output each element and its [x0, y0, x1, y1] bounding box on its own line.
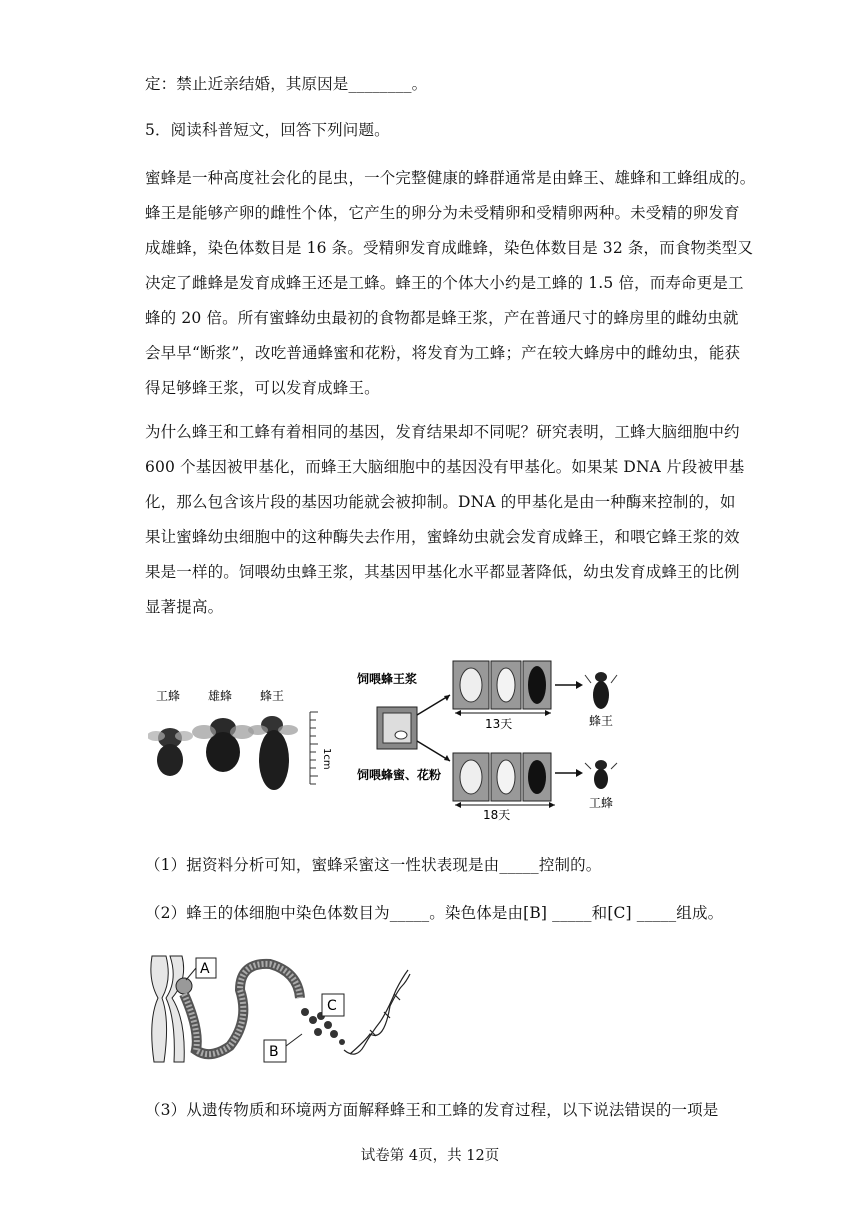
development-figure — [355, 655, 625, 825]
worker-bee-result-image — [585, 760, 617, 789]
scale-ruler — [310, 712, 332, 784]
drone-bee-label: 雄蜂 — [208, 689, 233, 703]
feed-honey-pollen-label: 饲喂蜂蜜、花粉 — [357, 768, 442, 782]
feed-royal-jelly-label: 饲喂蜂王浆 — [357, 672, 418, 686]
page-footer: 试卷第 4页，共 12页 — [360, 1148, 500, 1164]
worker-result-label: 工蜂 — [589, 796, 614, 810]
paragraph-2-line-1: 为什么蜂王和工蜂有着相同的基因，发育结果却不同呢？研究表明，工蜂大脑细胞中约 — [145, 423, 740, 441]
label-c: C — [327, 998, 337, 1014]
paragraph-2-line-3: 化，那么包含该片段的基因功能就会被抑制。DNA 的甲基化是由一种酶来控制的，如 — [145, 493, 736, 511]
queen-bee-result-image — [585, 672, 617, 709]
label-a: A — [200, 961, 210, 977]
paragraph-2-line-5: 果是一样的。饲喂幼虫蜂王浆，其基因甲基化水平都显著降低，幼虫发育成蜂王的比例 — [145, 563, 740, 581]
paragraph-1-line-5: 蜂的 20 倍。所有蜜蜂幼虫最初的食物都是蜂王浆，产在普通尺寸的蜂房里的雌幼虫就 — [145, 309, 739, 327]
dna-helix — [344, 970, 410, 1054]
paragraph-1-line-7: 得足够蜂王浆，可以发育成蜂王。 — [145, 379, 380, 397]
paragraph-2-line-2: 600 个基因被甲基化，而蜂王大脑细胞中的基因没有甲基化。如果某 DNA 片段被甲基 — [145, 458, 745, 476]
queen-result-label: 蜂王 — [589, 714, 614, 728]
chromosome-image — [151, 956, 184, 1062]
queen-bee-label: 蜂王 — [260, 689, 285, 703]
queen-bee-image — [248, 716, 298, 790]
arrow-up — [417, 695, 450, 715]
text-line-1: 定：禁止近亲结婚，其原因是________。 — [145, 75, 428, 93]
egg-cell-image — [377, 707, 417, 749]
days-18-label: 18天 — [483, 808, 511, 822]
honey-pollen-cells — [453, 753, 551, 801]
paragraph-1-line-4: 决定了雌蜂是发育成蜂王还是工蜂。蜂王的个体大小约是工蜂的 1.5 倍，而寿命更是工 — [145, 274, 744, 292]
days-13-label: 13天 — [485, 717, 513, 731]
paragraph-1-line-6: 会早早“断浆”，改吃普通蜂蜜和花粉，将发育为工蜂；产在较大蜂房中的雌幼虫，能获 — [145, 344, 741, 362]
question-5-heading: 5．阅读科普短文，回答下列问题。 — [145, 121, 390, 139]
royal-jelly-cells — [453, 661, 551, 709]
paragraph-2-line-4: 果让蜜蜂幼虫细胞中的这种酶失去作用，蜜蜂幼虫就会发育成蜂王，和喂它蜂王浆的效 — [145, 528, 740, 546]
question-5-2: （2）蜂王的体细胞中染色体数目为_____。染色体是由[B] _____和[C] _____组成。 — [145, 904, 724, 922]
label-b: B — [269, 1044, 279, 1060]
worker-bee-label: 工蜂 — [156, 689, 181, 703]
question-5-1: （1）据资料分析可知，蜜蜂采蜜这一性状表现是由_____控制的。 — [145, 856, 602, 874]
paragraph-1-line-2: 蜂王是能够产卵的雌性个体，它产生的卵分为未受精卵和受精卵两种。未受精的卵发育 — [145, 204, 740, 222]
paragraph-2-line-6: 显著提高。 — [145, 598, 224, 616]
chromosome-figure — [140, 950, 420, 1070]
scale-label: 1cm — [321, 748, 332, 770]
drone-bee-image — [192, 718, 254, 772]
paragraph-1-line-1: 蜜蜂是一种高度社会化的昆虫，一个完整健康的蜂群通常是由蜂王、雄蜂和工蜂组成的。 — [145, 169, 756, 187]
worker-bee-image — [148, 728, 193, 776]
paragraph-1-line-3: 成雄蜂，染色体数目是 16 条。受精卵发育成雌蜂，染色体数目是 32 条，而食物类型又 — [145, 239, 754, 257]
arrow-down — [417, 741, 450, 761]
question-5-3: （3）从遗传物质和环境两方面解释蜂王和工蜂的发育过程，以下说法错误的一项是 — [145, 1101, 719, 1119]
bee-size-figure — [148, 680, 338, 800]
